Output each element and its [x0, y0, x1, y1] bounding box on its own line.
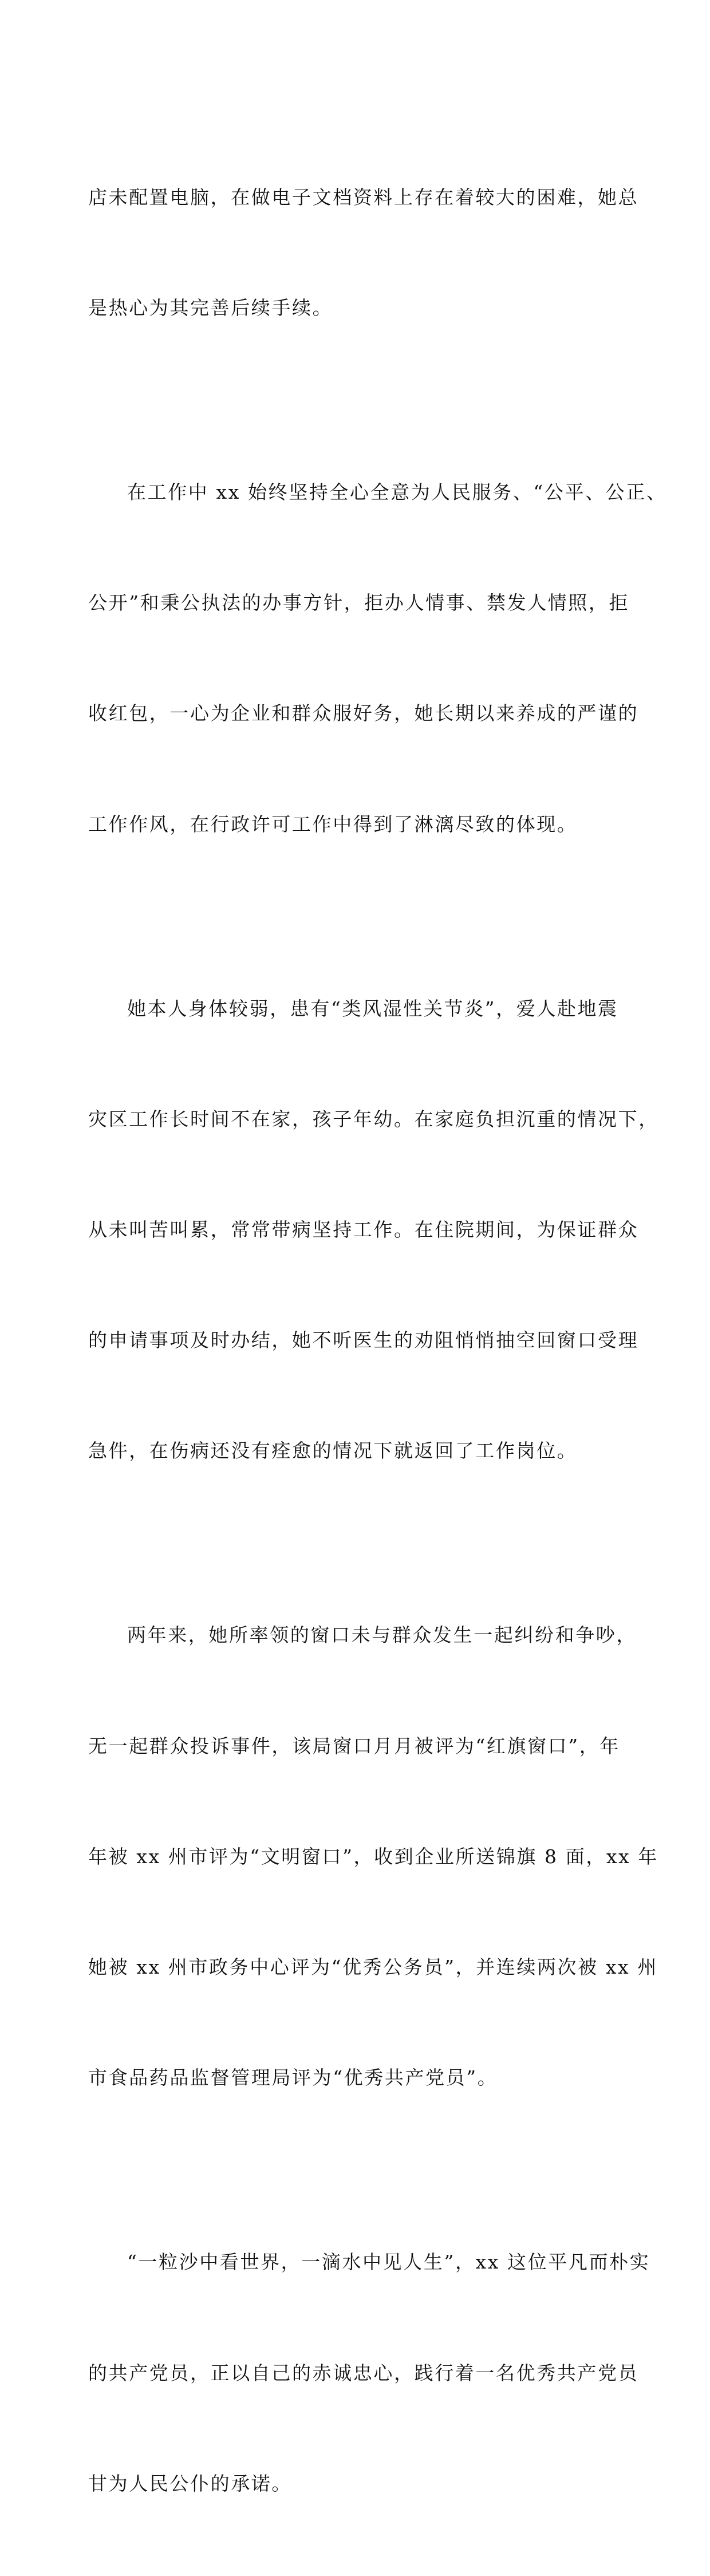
text-line: “一粒沙中看世界，一滴水中见人生”，xx 这位平凡而朴实: [127, 2251, 650, 2274]
text-line: 她本人身体较弱，患有“类风湿性关节炎”，爱人赴地震: [127, 997, 618, 1020]
paragraph: [88, 1544, 659, 2171]
paragraph: [88, 400, 667, 917]
text-line: 公开”和秉公执法的办事方针，拒办人情事、禁发人情照，拒: [88, 591, 630, 614]
text-line: 市食品药品监督管理局评为“优秀共产党员”。: [88, 2066, 498, 2089]
text-line: 甘为人民公仆的承诺。: [88, 2472, 292, 2495]
text-line: 无一起群众投诉事件，该局窗口月月被评为“红旗窗口”，年: [88, 1734, 620, 1757]
text-line: 灾区工作长时间不在家，孩子年幼。在家庭负担沉重的情况下，: [88, 1107, 659, 1130]
text-line: 店未配置电脑，在做电子文档资料上存在着较大的困难，她总: [88, 186, 639, 208]
text-line: 的申请事项及时办结，她不听医生的劝阻悄悄抽空回窗口受理: [88, 1329, 639, 1352]
text-line: 是热心为其完善后续手续。: [88, 297, 333, 319]
document-body: [88, 105, 667, 2576]
paragraph: [88, 2171, 650, 2576]
text-line: 她被 xx 州市政务中心评为“优秀公务员”，并连续两次被 xx 州: [88, 1956, 658, 1979]
text-line: 的共产党员，正以自己的赤诚忠心，践行着一名优秀共产党员: [88, 2361, 639, 2384]
text-line: 工作作风，在行政许可工作中得到了淋漓尽致的体现。: [88, 812, 578, 835]
text-line: 在工作中 xx 始终坚持全心全意为人民服务、“公平、公正、: [127, 481, 667, 504]
text-line: 从未叫苦叫累，常常带病坚持工作。在住院期间，为保证群众: [88, 1218, 639, 1241]
text-line: 年被 xx 州市评为“文明窗口”，收到企业所送锦旗 8 面，xx 年: [88, 1845, 659, 1868]
paragraph: [88, 917, 659, 1544]
paragraph: [88, 105, 639, 400]
text-line: 两年来，她所率领的窗口未与群众发生一起纠纷和争吵，: [127, 1624, 637, 1647]
text-line: 收红包，一心为企业和群众服好务，她长期以来养成的严谨的: [88, 702, 639, 725]
text-line: 急件，在伤病还没有痊愈的情况下就返回了工作岗位。: [88, 1439, 578, 1462]
